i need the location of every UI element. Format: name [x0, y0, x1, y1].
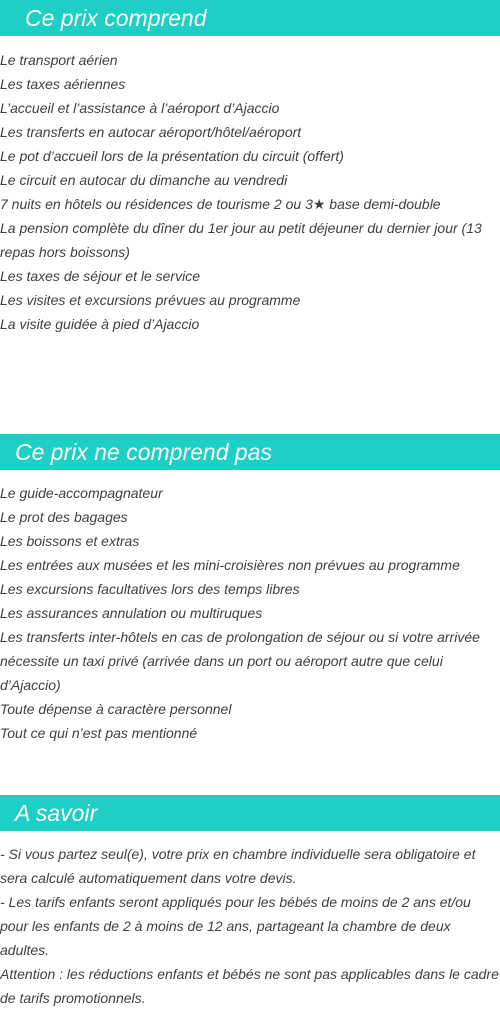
list-item: - Les tarifs enfants seront appliqués pour les bébés de moins de 2 ans et/ou pour les enfants de 2 à moins de 12 ans, partageant la chambre de deux adultes. [0, 894, 471, 958]
section-title: A savoir [15, 800, 98, 826]
includes-list [0, 48, 500, 336]
list-item: - Si vous partez seul(e), votre prix en chambre individuelle sera obligatoire et sera calculé automatiquement dans votre devis. [0, 846, 476, 886]
list-item: Le guide-accompagnateur [0, 485, 163, 501]
list-item: 7 nuits en hôtels ou résidences de tourisme 2 ou 3★ base demi-double [0, 196, 441, 212]
list-item: Les excursions facultatives lors des temps libres [0, 581, 300, 597]
list-item: La pension complète du dîner du 1er jour au petit déjeuner du dernier jour (13 repas hors boissons) [0, 220, 482, 260]
section-header-excludes [0, 434, 500, 470]
list-item: Le transport aérien [0, 52, 118, 68]
section-header-good-to-know [0, 795, 500, 831]
list-item: Les visites et excursions prévues au programme [0, 292, 301, 308]
list-item: L’accueil et l’assistance à l’aéroport d’Ajaccio [0, 100, 280, 116]
list-item: Les assurances annulation ou multiruques [0, 605, 263, 621]
section-header-includes [0, 0, 500, 36]
list-item: Tout ce qui n’est pas mentionné [0, 725, 198, 741]
list-item: Attention : les réductions enfants et bébés ne sont pas applicables dans le cadre de tarifs promotionnels. [0, 966, 499, 1006]
list-item: Le prot des bagages [0, 509, 128, 525]
list-item: Les transferts en autocar aéroport/hôtel/aéroport [0, 124, 302, 140]
list-item: Toute dépense à caractère personnel [0, 701, 232, 717]
list-item: Les transferts inter-hôtels en cas de prolongation de séjour ou si votre arrivée nécessite un taxi privé (arrivée dans un port ou aéroport autre que celui d’Ajaccio) [0, 629, 480, 693]
list-item: Les entrées aux musées et les mini-croisières non prévues au programme [0, 557, 460, 573]
list-item: La visite guidée à pied d’Ajaccio [0, 316, 200, 332]
list-item: Le circuit en autocar du dimanche au vendredi [0, 172, 288, 188]
list-item: Les taxes de séjour et le service [0, 268, 200, 284]
list-item: Les boissons et extras [0, 533, 140, 549]
list-item: Le pot d’accueil lors de la présentation du circuit (offert) [0, 148, 344, 164]
list-item: Les taxes aériennes [0, 76, 126, 92]
section-title: Ce prix comprend [25, 5, 207, 31]
excludes-list [0, 481, 500, 745]
section-title: Ce prix ne comprend pas [15, 439, 272, 465]
